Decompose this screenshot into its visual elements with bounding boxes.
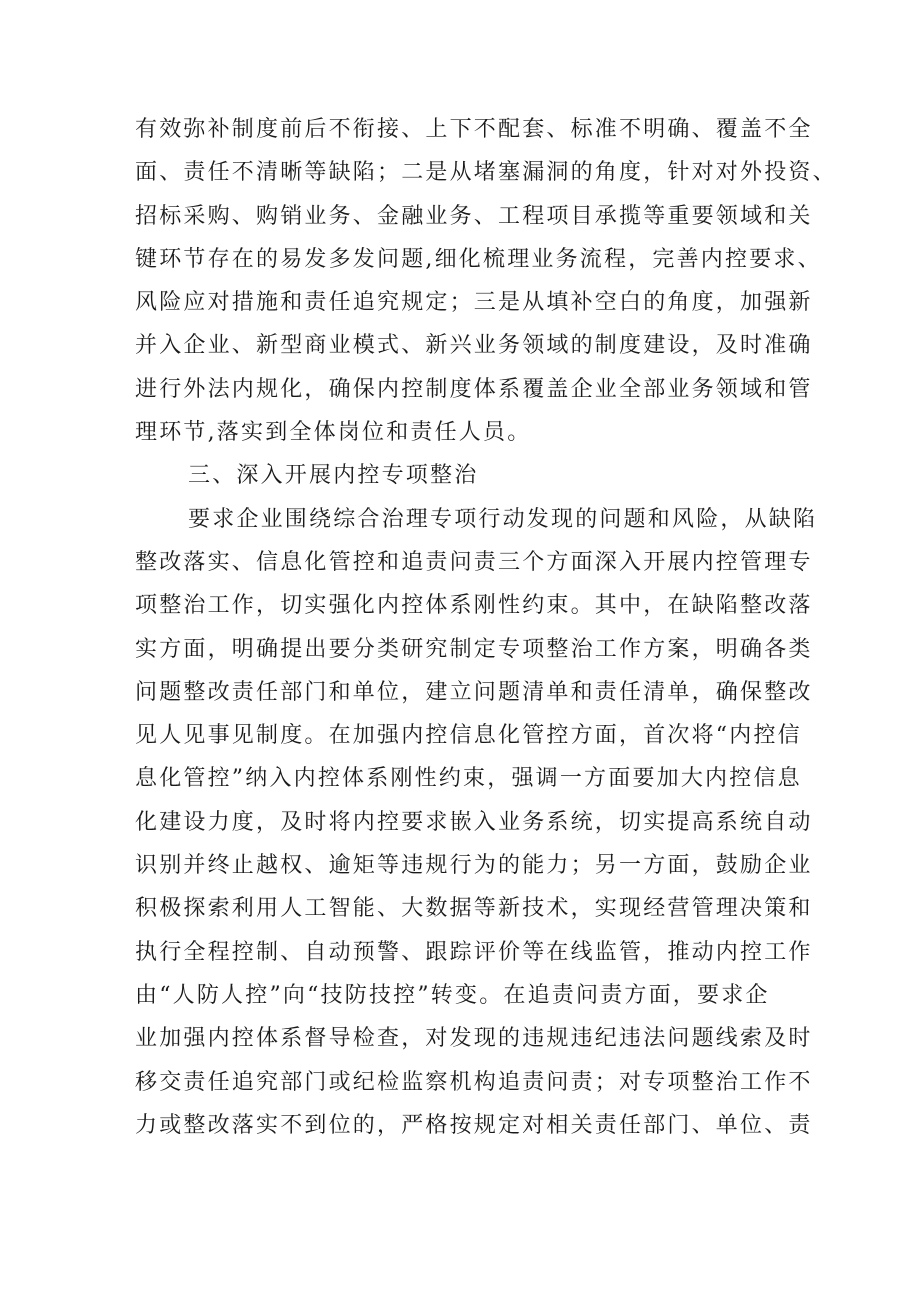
text-line: 并入企业、新型商业模式、新兴业务领域的制度建设，及时准确 [135, 333, 813, 359]
text-line: 见人见事见制度。在加强内控信息化管控方面，首次将“内控信 [135, 723, 802, 749]
text-line: 积极探索利用人工智能、大数据等新技术，实现经营管理决策和 [135, 896, 813, 922]
text-line: 识别并终止越权、逾矩等违规行为的能力；另一方面，鼓励企业 [135, 853, 813, 879]
text-line: 进行外法内规化，确保内控制度体系覆盖企业全部业务领域和管 [135, 376, 813, 402]
text-line: 移交责任追究部门或纪检监察机构追责问责；对专项整治工作不 [135, 1069, 813, 1095]
text-line: 整改落实、信息化管控和追责问责三个方面深入开展内控管理专 [135, 549, 813, 575]
text-line: 由“人防人控”向“技防技控”转变。在追责问责方面，要求企 [135, 982, 770, 1008]
paragraph-first-line: 要求企业围绕综合治理专项行动发现的问题和风险，从缺陷 [188, 506, 818, 532]
text-line: 实方面，明确提出要分类研究制定专项整治工作方案，明确各类 [135, 636, 813, 662]
text-line: 问题整改责任部门和单位，建立问题清单和责任清单，确保整改 [135, 679, 813, 705]
document-body [135, 108, 837, 1147]
text-line: 化建设力度，及时将内控要求嵌入业务系统，切实提高系统自动 [135, 809, 813, 835]
text-line: 项整治工作，切实强化内控体系刚性约束。其中，在缺陷整改落 [135, 593, 813, 619]
text-line: 有效弥补制度前后不衔接、上下不配套、标准不明确、覆盖不全 [135, 117, 813, 142]
section-heading: 三、深入开展内控专项整治 [188, 463, 479, 489]
text-line: 力或整改落实不到位的，严格按规定对相关责任部门、单位、责 [135, 1112, 813, 1138]
text-line: 键环节存在的易发多发问题,细化梳理业务流程，完善内控要求、 [135, 246, 822, 272]
text-line: 执行全程控制、自动预警、跟踪评价等在线监管，推动内控工作 [135, 939, 813, 965]
text-line: 理环节,落实到全体岗位和责任人员。 [135, 420, 532, 446]
text-line: 风险应对措施和责任追究规定；三是从填补空白的角度，加强新 [135, 290, 813, 316]
text-line: 息化管控”纳入内控体系刚性约束，强调一方面要加大内控信息 [135, 766, 802, 792]
text-line: 业加强内控体系督导检查，对发现的违规违纪违法问题线索及时 [135, 1026, 813, 1052]
text-line: 面、责任不清晰等缺陷；二是从堵塞漏洞的角度，针对对外投资、 [135, 160, 837, 186]
text-line: 招标采购、购销业务、金融业务、工程项目承揽等重要领域和关 [135, 203, 813, 229]
